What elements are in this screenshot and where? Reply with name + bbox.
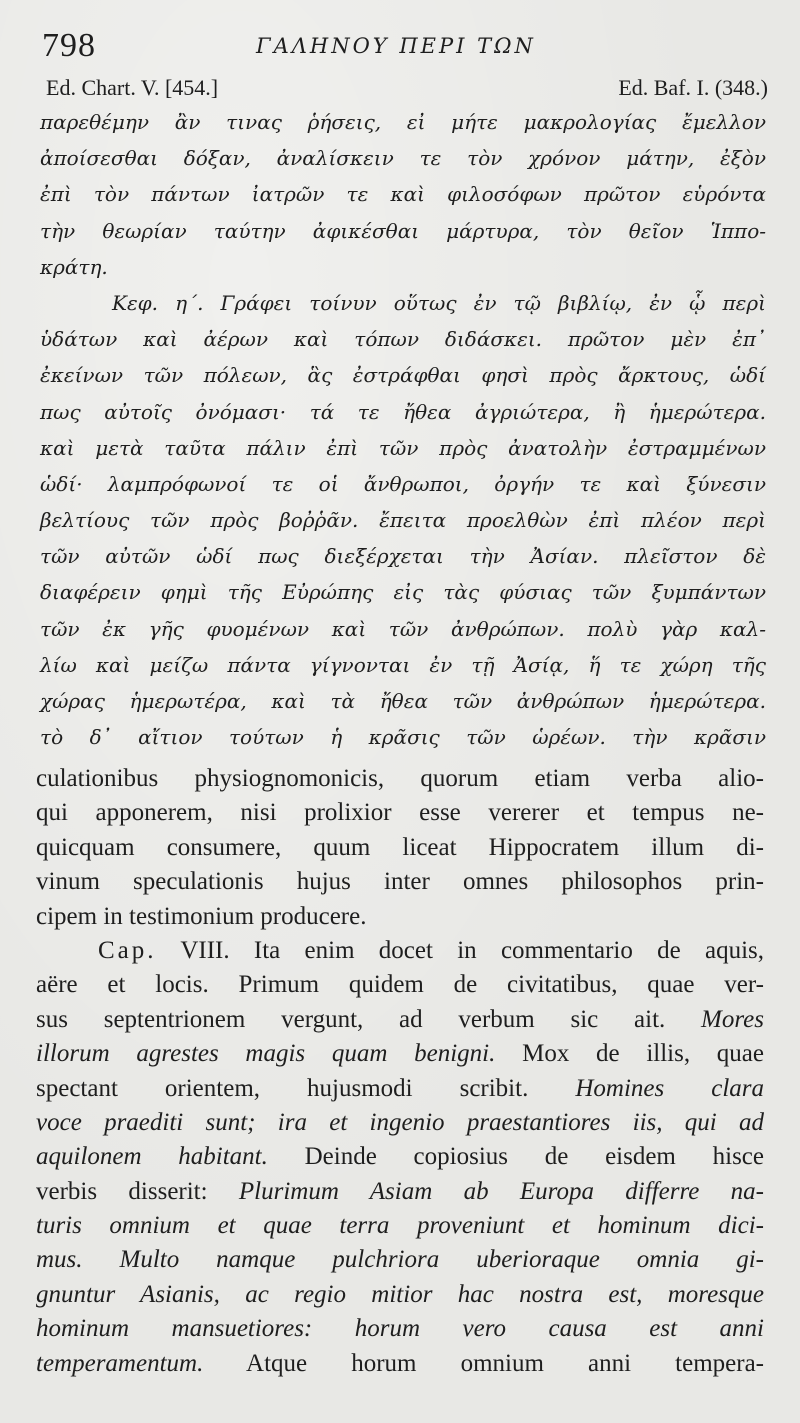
- greek-line: κράτη.: [40, 254, 108, 279]
- latin-text-block: [36, 762, 764, 1381]
- latin-text-run: Deinde copiosius de eisdem hisce: [267, 1143, 764, 1171]
- latin-quotation-run: Plurimum Asiam ab Europa differre na-: [238, 1177, 764, 1205]
- latin-quotation-line: gnuntur Asianis, ac regio mitior hac nostra est, moresque: [36, 1280, 764, 1308]
- page-number: 798: [42, 27, 96, 64]
- latin-text-run: verbis disserit:: [36, 1177, 239, 1205]
- latin-text-run: spectant orientem, hujusmodi scribit.: [36, 1074, 576, 1102]
- greek-text-block: [40, 104, 766, 755]
- edition-basel: Ed. Baf. I. (348.): [618, 75, 768, 100]
- latin-line: culationibus physiognomonicis, quorum etiam verba alio-: [36, 765, 764, 792]
- chapter-label: Cap.: [98, 936, 157, 964]
- greek-line: ὑδάτων καὶ ἀέρων καὶ τόπων διδάσκει. πρῶτον μὲν ἐπ᾽: [40, 327, 766, 352]
- latin-line: qui apponerem, nisi prolixior esse vererer et tempus ne-: [36, 799, 764, 827]
- greek-line: χώρας ἡμερωτέρα, καὶ τὰ ἤθεα τῶν ἀνθρώπων ἡμερώτερα.: [40, 689, 766, 713]
- edition-references: [46, 74, 768, 104]
- latin-text-run: VIII. Ita enim docet in commentario de aquis,: [156, 936, 764, 964]
- chapter-heading-line: [36, 934, 764, 968]
- latin-quotation-line: mus. Multo namque pulchriora uberioraque omnia gi-: [36, 1246, 764, 1274]
- latin-line: quicquam consumere, quum liceat Hippocratem illum di-: [36, 833, 764, 861]
- latin-line: [36, 1347, 764, 1381]
- greek-line: λίω καὶ μείζω πάντα γίγνονται ἐν τῇ Ἀσίᾳ, ἥ τε χώρη τῆς: [40, 652, 766, 677]
- latin-quotation-line: voce praediti sunt; ira et ingenio praestantiores iis, qui ad: [36, 1108, 764, 1136]
- latin-line: [36, 1003, 764, 1037]
- edition-chartier: Ed. Chart. V. [454.]: [46, 75, 219, 100]
- latin-quotation-run: aquilonem habitant.: [36, 1143, 268, 1171]
- latin-quotation-run: Mores: [701, 1005, 764, 1033]
- greek-line: ἀποίσεσθαι δόξαν, ἀναλίσκειν τε τὸν χρόνον μάτην, ἐξὸν: [40, 146, 766, 171]
- running-head: [38, 26, 768, 66]
- greek-line: τῶν αὐτῶν ὡδί πως διεξέρχεται τὴν Ἀσίαν. πλεῖστον δὲ: [40, 544, 766, 569]
- latin-line: [36, 1140, 764, 1174]
- latin-text-run: Mox de illis, quae: [495, 1040, 764, 1068]
- greek-line: τὸ δ᾽ αἴτιον τούτων ἡ κρᾶσις τῶν ὡρέων. τὴν κρᾶσιν: [40, 725, 766, 750]
- latin-quotation-line: turis omnium et quae terra proveniunt et hominum dici-: [36, 1212, 764, 1240]
- latin-line: vinum speculationis hujus inter omnes philosophos prin-: [36, 868, 764, 896]
- greek-line: ἐπὶ τὸν πάντων ἰατρῶν τε καὶ φιλοσόφων πρῶτον εὑρόντα: [40, 182, 766, 207]
- latin-line: cipem in testimonium producere.: [36, 902, 367, 930]
- greek-line: ἐκείνων τῶν πόλεων, ἃς ἐστράφθαι φησὶ πρὸς ἄρκτους, ὡδί: [40, 363, 766, 388]
- greek-line: τὴν θεωρίαν ταύτην ἀφικέσθαι μάρτυρα, τὸν θεῖον Ἱππο-: [40, 218, 766, 243]
- latin-quotation-line: hominum mansuetiores: horum vero causa est anni: [36, 1315, 764, 1343]
- greek-line: βελτίους τῶν πρὸς βοῤῥᾶν. ἔπειτα προελθὼν ἐπὶ πλέον περὶ: [40, 508, 766, 533]
- greek-line: Κεφ. η΄. Γράφει τοίνυν οὕτως ἐν τῷ βιβλίῳ, ἐν ᾧ περὶ: [112, 290, 766, 315]
- latin-text-run: sus septentrionem vergunt, ad verbum sic ait.: [36, 1005, 702, 1033]
- latin-quotation-run: temperamentum.: [36, 1349, 204, 1377]
- greek-line: τῶν ἐκ γῆς φυομένων καὶ τῶν ἀνθρώπων. πολὺ γὰρ καλ-: [40, 616, 766, 641]
- greek-line: διαφέρειν φημὶ τῆς Εὐρώπης εἰς τὰς φύσιας τῶν ξυμπάντων: [40, 580, 766, 605]
- latin-quotation-run: illorum agrestes magis quam benigni.: [36, 1040, 496, 1068]
- greek-line: ὡδί· λαμπρόφωνοί τε οἱ ἄνθρωποι, ὀργήν τε καὶ ξύνεσιν: [40, 471, 766, 496]
- latin-line: [36, 1037, 764, 1071]
- latin-quotation-run: Homines clara: [575, 1074, 764, 1102]
- running-title: ΓΑΛΗΝΟΥ ΠΕΡΙ ΤΩΝ: [256, 34, 536, 58]
- latin-line: [36, 1175, 764, 1209]
- greek-line: καὶ μετὰ ταῦτα πάλιν ἐπὶ τῶν πρὸς ἀνατολὴν ἐστραμμένων: [40, 435, 766, 460]
- greek-line: πως αὐτοῖς ὀνόμασι· τά τε ἤθεα ἀγριώτερα, ἢ ἡμερώτερα.: [40, 399, 766, 424]
- latin-line: [36, 1072, 764, 1106]
- latin-text-run: Atque horum omnium anni tempera-: [203, 1349, 764, 1377]
- greek-line: παρεθέμην ἂν τινας ῥήσεις, εἰ μήτε μακρολογίας ἔμελλον: [40, 110, 766, 134]
- latin-line: aëre et locis. Primum quidem de civitatibus, quae ver-: [36, 971, 764, 999]
